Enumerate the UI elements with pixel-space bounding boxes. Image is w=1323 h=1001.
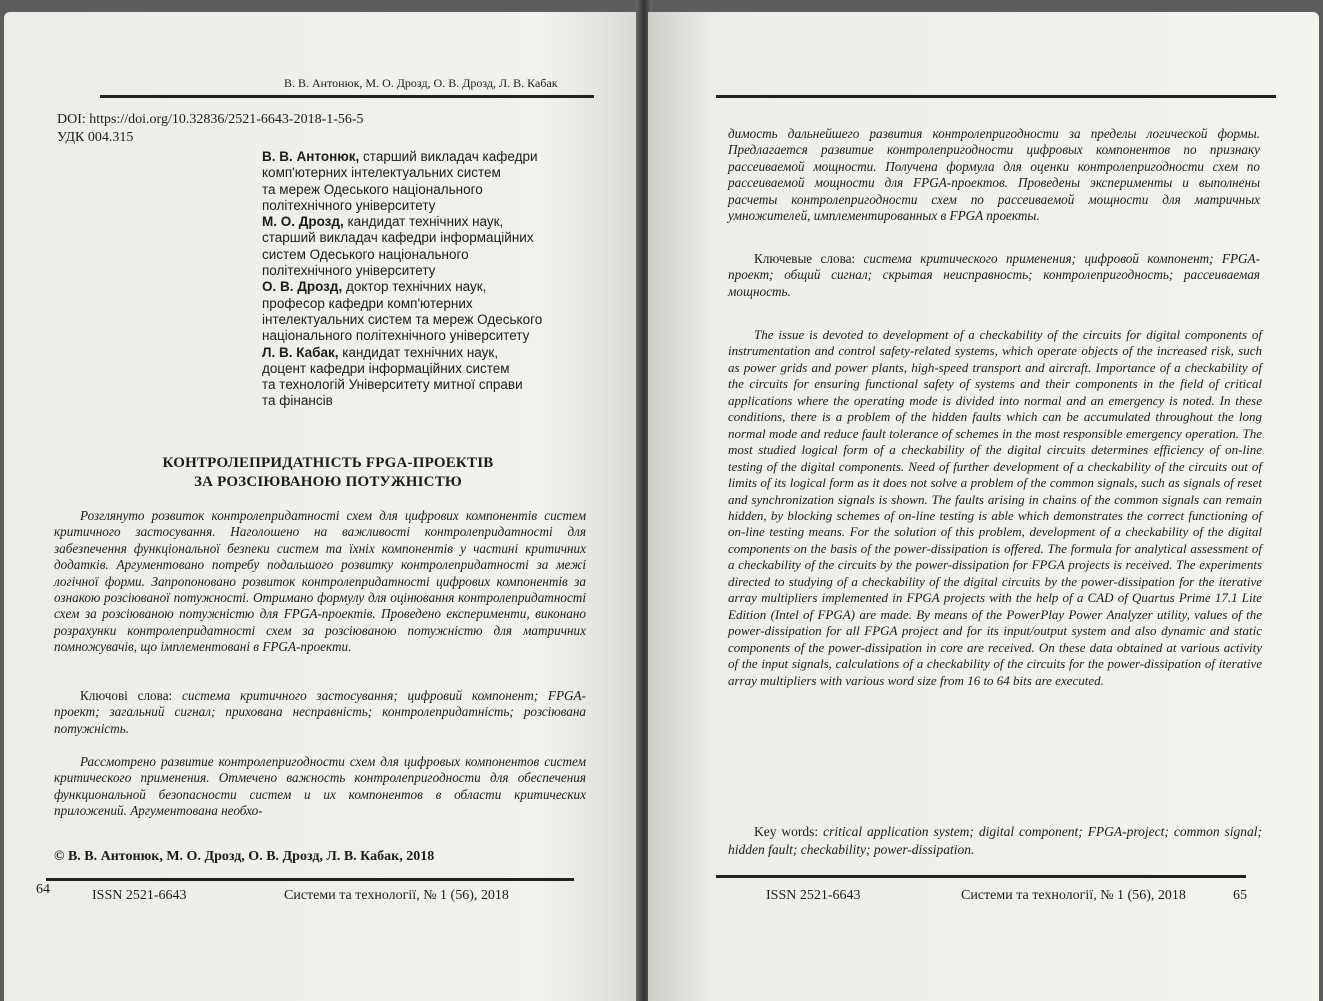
author-affiliation: старший викладач кафедри — [363, 149, 538, 164]
abstract-ru-start: Рассмотрено развитие контролепригодности схем для цифровых компонентов систем критического применения. Отмечено важность контролепригодности для обеспечения функциональной безопасности систем и их компонентов в области критических приложений. Аргументована необхо- — [54, 754, 586, 819]
author-line — [262, 182, 542, 198]
title-line-2: ЗА РОЗСІЮВАНОЮ ПОТУЖНІСТЮ — [194, 474, 462, 490]
abstract-ru-cont: димость дальнейшего развития контролепригодности за пределы логической формы. Предлагается развитие контролепригодности цифровых компонентов по признаку рассеиваемой мощности. Получена формула для оценки контролепригодности схем по рассеиваемой мощности для FPGA-проектов. Проведены эксперименты и выполнены расчеты контролепригодности схем по рассеиваемой мощности для матричных умножителей, имплементированных в FPGA проекты. — [728, 126, 1260, 224]
author-line — [262, 214, 542, 230]
author-line — [262, 328, 542, 344]
author-affiliation: професор кафедри комп'ютерних — [262, 295, 473, 311]
header-rule — [716, 95, 1276, 98]
author-affiliation: інтелектуальних систем та мереж Одеського — [262, 311, 543, 327]
issn: ISSN 2521-6643 — [766, 888, 861, 903]
keywords-ru — [728, 251, 1260, 300]
author-line — [262, 377, 542, 393]
keywords-en-text: critical application system; digital component; FPGA-project; common signal; hidden fault; checkability; power-dissipation. — [728, 824, 1263, 857]
author-affiliation: кандидат технічних наук, — [342, 344, 499, 360]
issn: ISSN 2521-6643 — [92, 888, 187, 903]
author-line — [262, 345, 542, 361]
author-line — [262, 393, 542, 409]
author-affiliation: доцент кафедри інформаційних систем — [262, 360, 510, 376]
page-number: 64 — [36, 882, 50, 897]
udk: УДК 004.315 — [57, 130, 134, 145]
author-affiliation: кандидат технічних наук, — [347, 214, 504, 230]
author-affiliation: систем Одеського національного — [262, 246, 469, 262]
keywords-en — [728, 823, 1262, 858]
author-line — [262, 165, 542, 181]
footer-rule — [46, 878, 574, 881]
abstract-ua: Розглянуто розвиток контролепридатності схем для цифрових компонентів систем критичного застосування. Наголошено на важливості контролепридатності для забезпечення функціональної безпеки систем та їхніх компонентів у частині критичних додатків. Аргументовано потребу подальшого розвитку контролепридатності за межі логічної форми. Запропоновано розвиток контролепридатності цифрових компонентів за ознакою розсіюваної потужності. Отримано формулу для оцінювання контролепридатності схем за розсіюваною потужністю для FPGA-проектів. Проведено експерименти, виконано розрахунки контролепридатності схем за розсіюваною потужністю для матричних помножувачів, що імплементовані в FPGA-проекти. — [54, 508, 586, 655]
header-rule — [100, 95, 594, 98]
author-line — [262, 361, 542, 377]
article-title — [104, 454, 552, 492]
author-affiliation: та фінансів — [262, 393, 333, 409]
author-line — [262, 296, 542, 312]
author-name: О. В. Дрозд, — [262, 279, 343, 295]
authors-block — [262, 149, 542, 410]
author-affiliation: старший викладач кафедри інформаційних — [262, 230, 534, 246]
author-name: М. О. Дрозд, — [262, 214, 344, 230]
keywords-ua-text: система критичного застосування; цифровий компонент; FPGA-проект; загальний сигнал; прихована несправність; контролепридатність; розсіювана потужність. — [54, 688, 586, 736]
author-name: В. В. Антонюк, — [262, 149, 360, 164]
journal-name: Системи та технології, № 1 (56), 2018 — [961, 888, 1186, 903]
doi: DOI: https://doi.org/10.32836/2521-6643-2018-1-56-5 — [57, 112, 364, 127]
journal-name: Системи та технології, № 1 (56), 2018 — [284, 888, 509, 903]
author-affiliation: національного політехнічного університету — [262, 328, 530, 344]
running-header: В. В. Антонюк, М. О. Дрозд, О. В. Дрозд, Л. В. Кабак — [284, 76, 558, 90]
author-line — [262, 247, 542, 263]
keywords-ua-label: Ключові слова: — [80, 688, 173, 703]
keywords-ru-label: Ключевые слова: — [754, 251, 856, 266]
author-line — [262, 279, 542, 295]
author-line — [262, 149, 542, 165]
author-line — [262, 263, 542, 279]
author-line — [262, 198, 542, 214]
page-number: 65 — [1233, 888, 1247, 903]
right-page — [648, 12, 1319, 1001]
author-name: Л. В. Кабак, — [262, 344, 339, 360]
copyright: © В. В. Антонюк, М. О. Дрозд, О. В. Дрозд, Л. В. Кабак, 2018 — [54, 849, 435, 864]
author-affiliation: політехнічного університету — [262, 197, 436, 213]
author-affiliation: доктор технічних наук, — [345, 279, 487, 295]
author-line — [262, 312, 542, 328]
left-page — [4, 12, 642, 1001]
author-affiliation: та технологій Університету митної справи — [262, 377, 523, 393]
author-affiliation: політехнічного університету — [262, 263, 436, 279]
footer-rule — [716, 875, 1246, 878]
keywords-en-label: Key words: — [754, 824, 819, 839]
keywords-ua — [54, 688, 586, 737]
author-affiliation: комп'ютерних інтелектуальних систем — [262, 165, 501, 181]
author-line — [262, 230, 542, 246]
abstract-en: The issue is devoted to development of a checkability of the circuits for digital components of instrumentation and control safety-related systems, which operate objects of the increased risk, such as power grids and power plants, high-speed transport and aircraft. Importance of a checkability of the circuits for ensuring functional safety of systems and their components in the field of critical applications where the operating mode is divided into normal and an emergency is noted. In these conditions, there is a problem of the hidden faults which can be accumulated throughout the long normal mode and reduce fault tolerance of schemes in the most responsible emergency operation. The most studied logical form of a checkability of the digital circuits determines efficiency of on-line testing of the digital components. Need of further development of a checkability of the circuits out of limits of its logical form as it does not solve a problem of the common signals, such as signals of reset and synchronization signals is shown. The faults arising in chains of the common signals can remain hidden, by blocking schemes of on-line testing is able which demonstrates the correct functioning of on-line testing means. For the solution of this problem, development of a checkability of the digital components on the basis of the power-dissipation is offered. The formula for analytical assessment of a checkability of the circuits by the power-dissipation for FPGA projects is received. The experiments directed to studying of a checkability of the digital circuits by the power-dissipation for the iterative array multipliers implemented in FPGA projects with the help of a CAD of Quartus Prime 17.1 Lite Edition (Intel of FPGA) are made. By means of the PowerPlay Power Analyzer utility, values of the power-dissipation for all FPGA project and for its input/output system and also dynamic and static components of the power-dissipation in core are received. On these data obtained at various activity of the input signals, calculations of a checkability of the circuits for the power-dissipation of iterative array multipliers with various word size from 16 to 64 bits are executed. — [728, 327, 1262, 688]
keywords-ru-text: система критического применения; цифровой компонент; FPGA-проект; общий сигнал; скрытая неисправность; контролепригодность; рассеиваемая мощность. — [728, 251, 1261, 299]
title-line-1: КОНТРОЛЕПРИДАТНІСТЬ FPGA-ПРОЕКТІВ — [162, 455, 494, 471]
author-affiliation: та мереж Одеського національного — [262, 181, 483, 197]
